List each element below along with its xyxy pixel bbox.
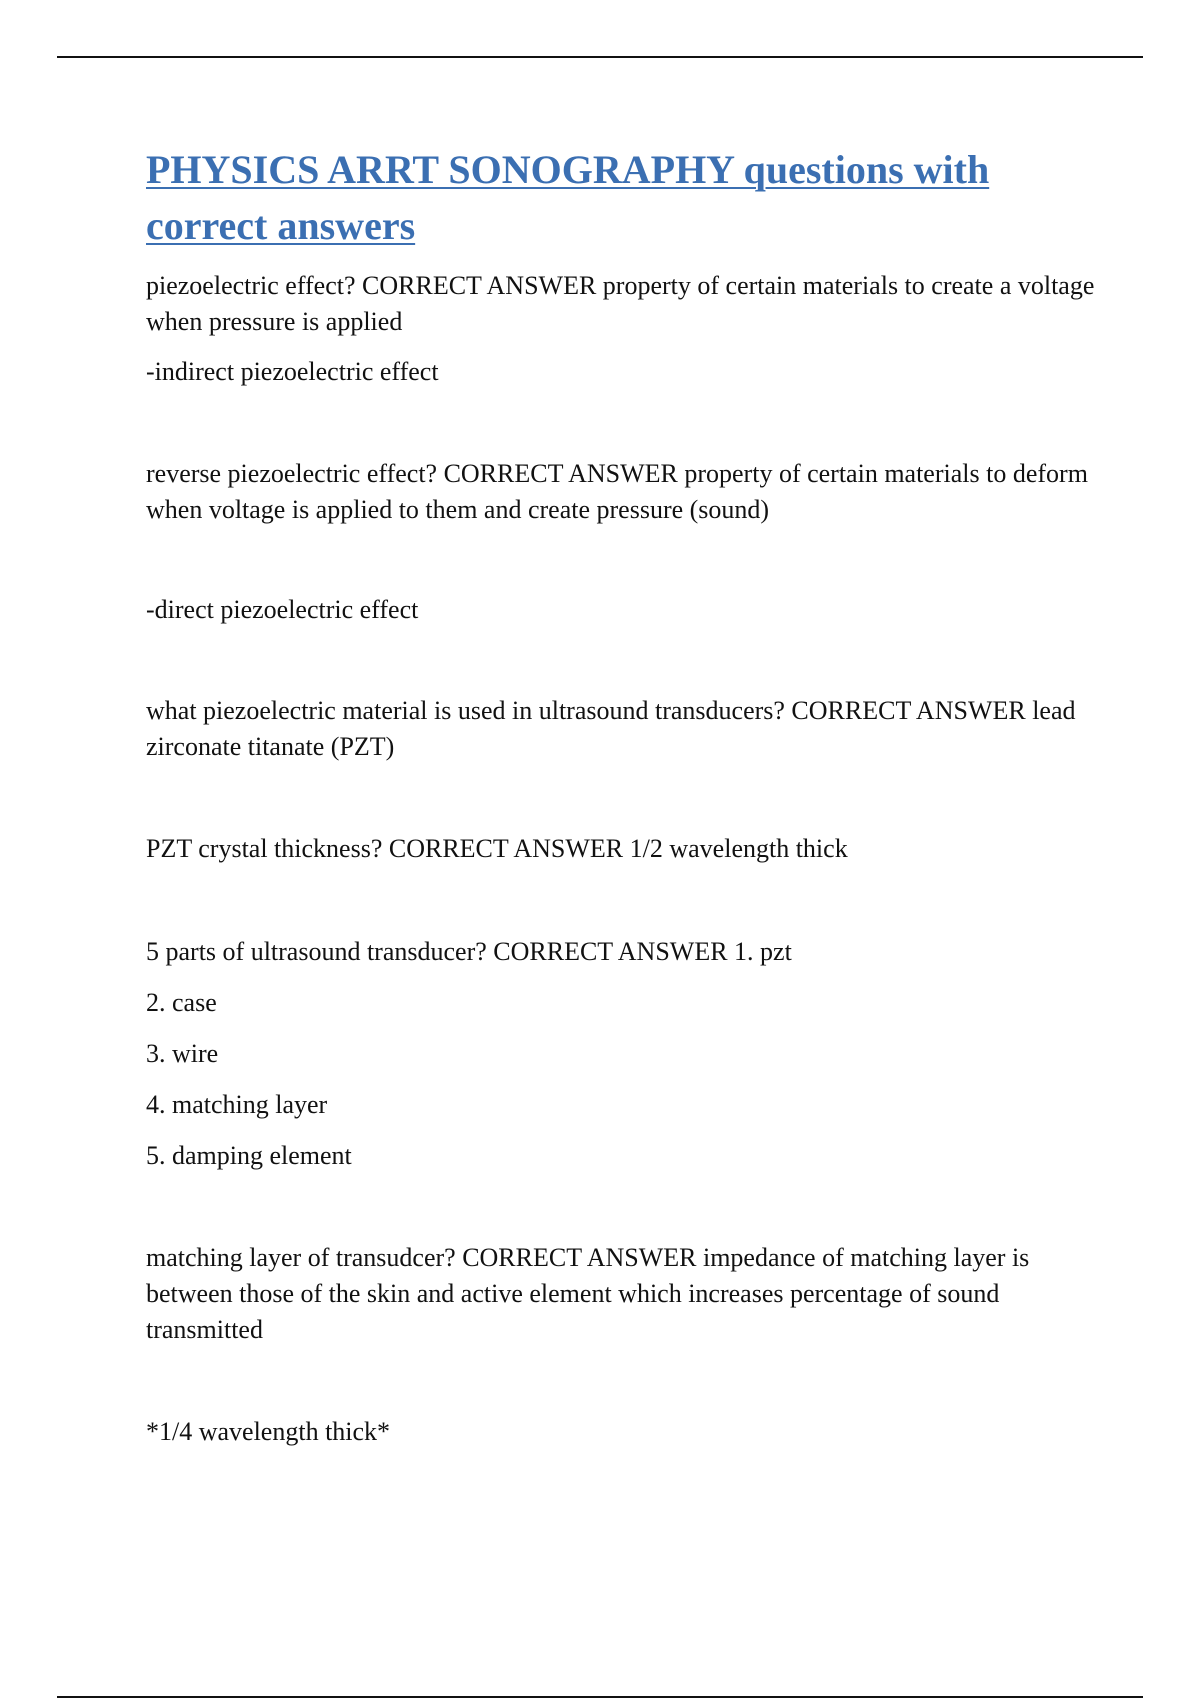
header-rule: [57, 56, 1143, 58]
paragraph: 5 parts of ultrasound transducer? CORRECT ANSWER 1. pzt: [146, 937, 792, 966]
paragraph: reverse piezoelectric effect? CORRECT ANSWER property of certain materials to deform when voltage is applied to them and create pressure (sound): [146, 459, 1088, 524]
paragraph: PZT crystal thickness? CORRECT ANSWER 1/2 wavelength thick: [146, 834, 848, 863]
paragraph: 3. wire: [146, 1039, 219, 1068]
paragraph: 4. matching layer: [146, 1090, 328, 1119]
paragraph: 2. case: [146, 988, 217, 1017]
footer-rule: [57, 1696, 1143, 1698]
paragraph: 5. damping element: [146, 1141, 352, 1170]
document-title: PHYSICS ARRT SONOGRAPHY questions with correct answers: [146, 147, 990, 248]
paragraph: what piezoelectric material is used in ultrasound transducers? CORRECT ANSWER lead zirconate titanate (PZT): [146, 696, 1076, 761]
paragraph: matching layer of transudcer? CORRECT ANSWER impedance of matching layer is between those of the skin and active element which increases percentage of sound transmitted: [146, 1243, 1030, 1344]
document-body: [146, 142, 1096, 1450]
paragraph: piezoelectric effect? CORRECT ANSWER property of certain materials to create a voltage when pressure is applied: [146, 271, 1095, 336]
paragraph: *1/4 wavelength thick*: [146, 1417, 391, 1446]
paragraph: -indirect piezoelectric effect: [146, 357, 439, 386]
paragraph: -direct piezoelectric effect: [146, 595, 419, 624]
